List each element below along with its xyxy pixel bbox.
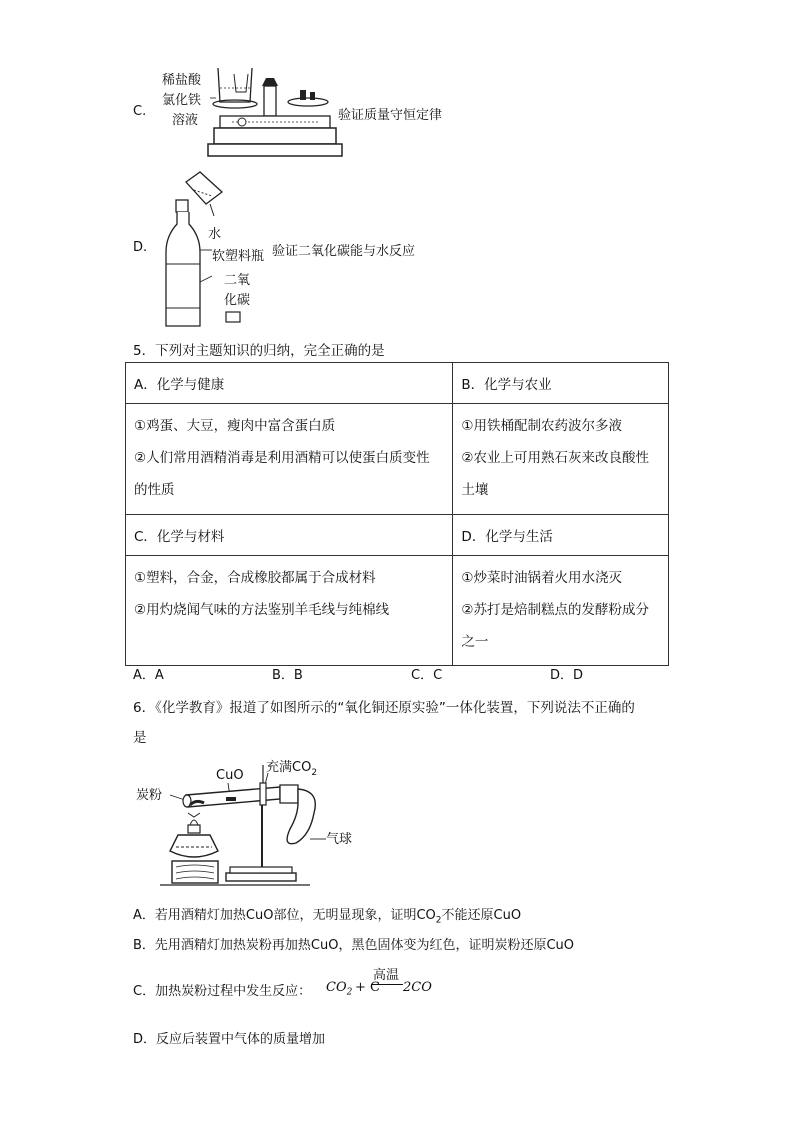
eq-plus-c: + C [355, 980, 380, 995]
cell-b-line2: ②农业上可用熟石灰来改良酸性 [461, 450, 650, 466]
label-bottle: 软塑料瓶 [212, 249, 265, 264]
cell-a-line1: ①鸡蛋、大豆，瘦肉中富含蛋白质 [134, 418, 336, 434]
cell-b-line1: ①用铁桶配制农药波尔多液 [461, 418, 623, 434]
cell-c-head: C．化学与材料 [126, 515, 453, 556]
label-fecl3-2: 溶液 [172, 113, 199, 128]
eq-condition: 高温 [373, 968, 400, 983]
label-cuo: CuO [216, 768, 244, 783]
cell-b-head: B．化学与农业 [453, 363, 669, 404]
cell-b-body [453, 404, 669, 515]
label-fecl3-1: 氯化铁 [162, 93, 202, 108]
cell-a-head: A．化学与健康 [126, 363, 453, 404]
cell-d-body [453, 556, 669, 666]
cell-d-line2: ②苏打是焙制糕点的发酵粉成分 [461, 602, 650, 618]
eq-line [371, 984, 403, 985]
cell-a-body [126, 404, 453, 515]
q4d-letter: D. [133, 240, 148, 255]
cell-c-line2: ②用灼烧闻气味的方法鉴别羊毛线与纯棉线 [134, 602, 390, 618]
q4c-caption: 验证质量守恒定律 [338, 108, 443, 123]
label-carbon-powder: 炭粉 [136, 788, 163, 803]
q4d-caption: 验证二氧化碳能与水反应 [272, 244, 416, 259]
q5-answer-b: B．B [272, 668, 303, 683]
q6-stem-line1: 6．《化学教育》报道了如图所示的“氧化铜还原实验”一体化装置，下列说法不正确的 [133, 700, 635, 716]
q5-stem: 5．下列对主题知识的归纳，完全正确的是 [133, 343, 385, 359]
balance-figure [150, 62, 340, 162]
cell-c-line1: ①塑料，合金，合成橡胶都属于合成材料 [134, 570, 376, 586]
cell-d-head: D．化学与生活 [453, 515, 669, 556]
q6-option-c-text: C．加热炭粉过程中发生反应： [133, 984, 312, 999]
q4c-letter: C. [133, 104, 147, 119]
q6-stem-line2: 是 [133, 730, 147, 746]
cell-d-line3: 之一 [461, 634, 489, 650]
cell-b-line3: 土壤 [461, 482, 489, 498]
q5-table [125, 362, 669, 666]
q6-option-a: A．若用酒精灯加热CuO部位，无明显现象，证明$CO_2$不能还原CuO [133, 908, 522, 926]
eq-co2: $CO_2$ [326, 980, 353, 998]
label-water: 水 [208, 227, 222, 242]
label-co2-1: 二氧 [224, 273, 251, 288]
cell-a-line2: ②人们常用酒精消毒是利用酒精可以使蛋白质变性 [134, 450, 430, 466]
label-co2-2: 化碳 [224, 293, 251, 308]
label-co2-filled: 充满$CO_2$ [266, 760, 318, 778]
cell-d-line1: ①炒菜时油锅着火用水浇灭 [461, 570, 623, 586]
q5-answer-c: C．C [411, 668, 443, 683]
cell-a-line3: 的性质 [134, 482, 175, 498]
q5-answer-a: A．A [133, 668, 164, 683]
eq-product: 2CO [403, 980, 432, 995]
bottle-figure [160, 168, 270, 330]
q6-option-d: D．反应后装置中气体的质量增加 [133, 1032, 326, 1047]
label-balloon: 气球 [326, 832, 353, 847]
cell-c-body [126, 556, 453, 666]
cuo-reduction-apparatus [130, 755, 370, 890]
label-dilute-hcl: 稀盐酸 [162, 73, 202, 88]
q6-option-b: B．先用酒精灯加热炭粉再加热CuO，黑色固体变为红色，证明炭粉还原CuO [133, 938, 575, 953]
q5-answer-d: D．D [550, 668, 584, 683]
